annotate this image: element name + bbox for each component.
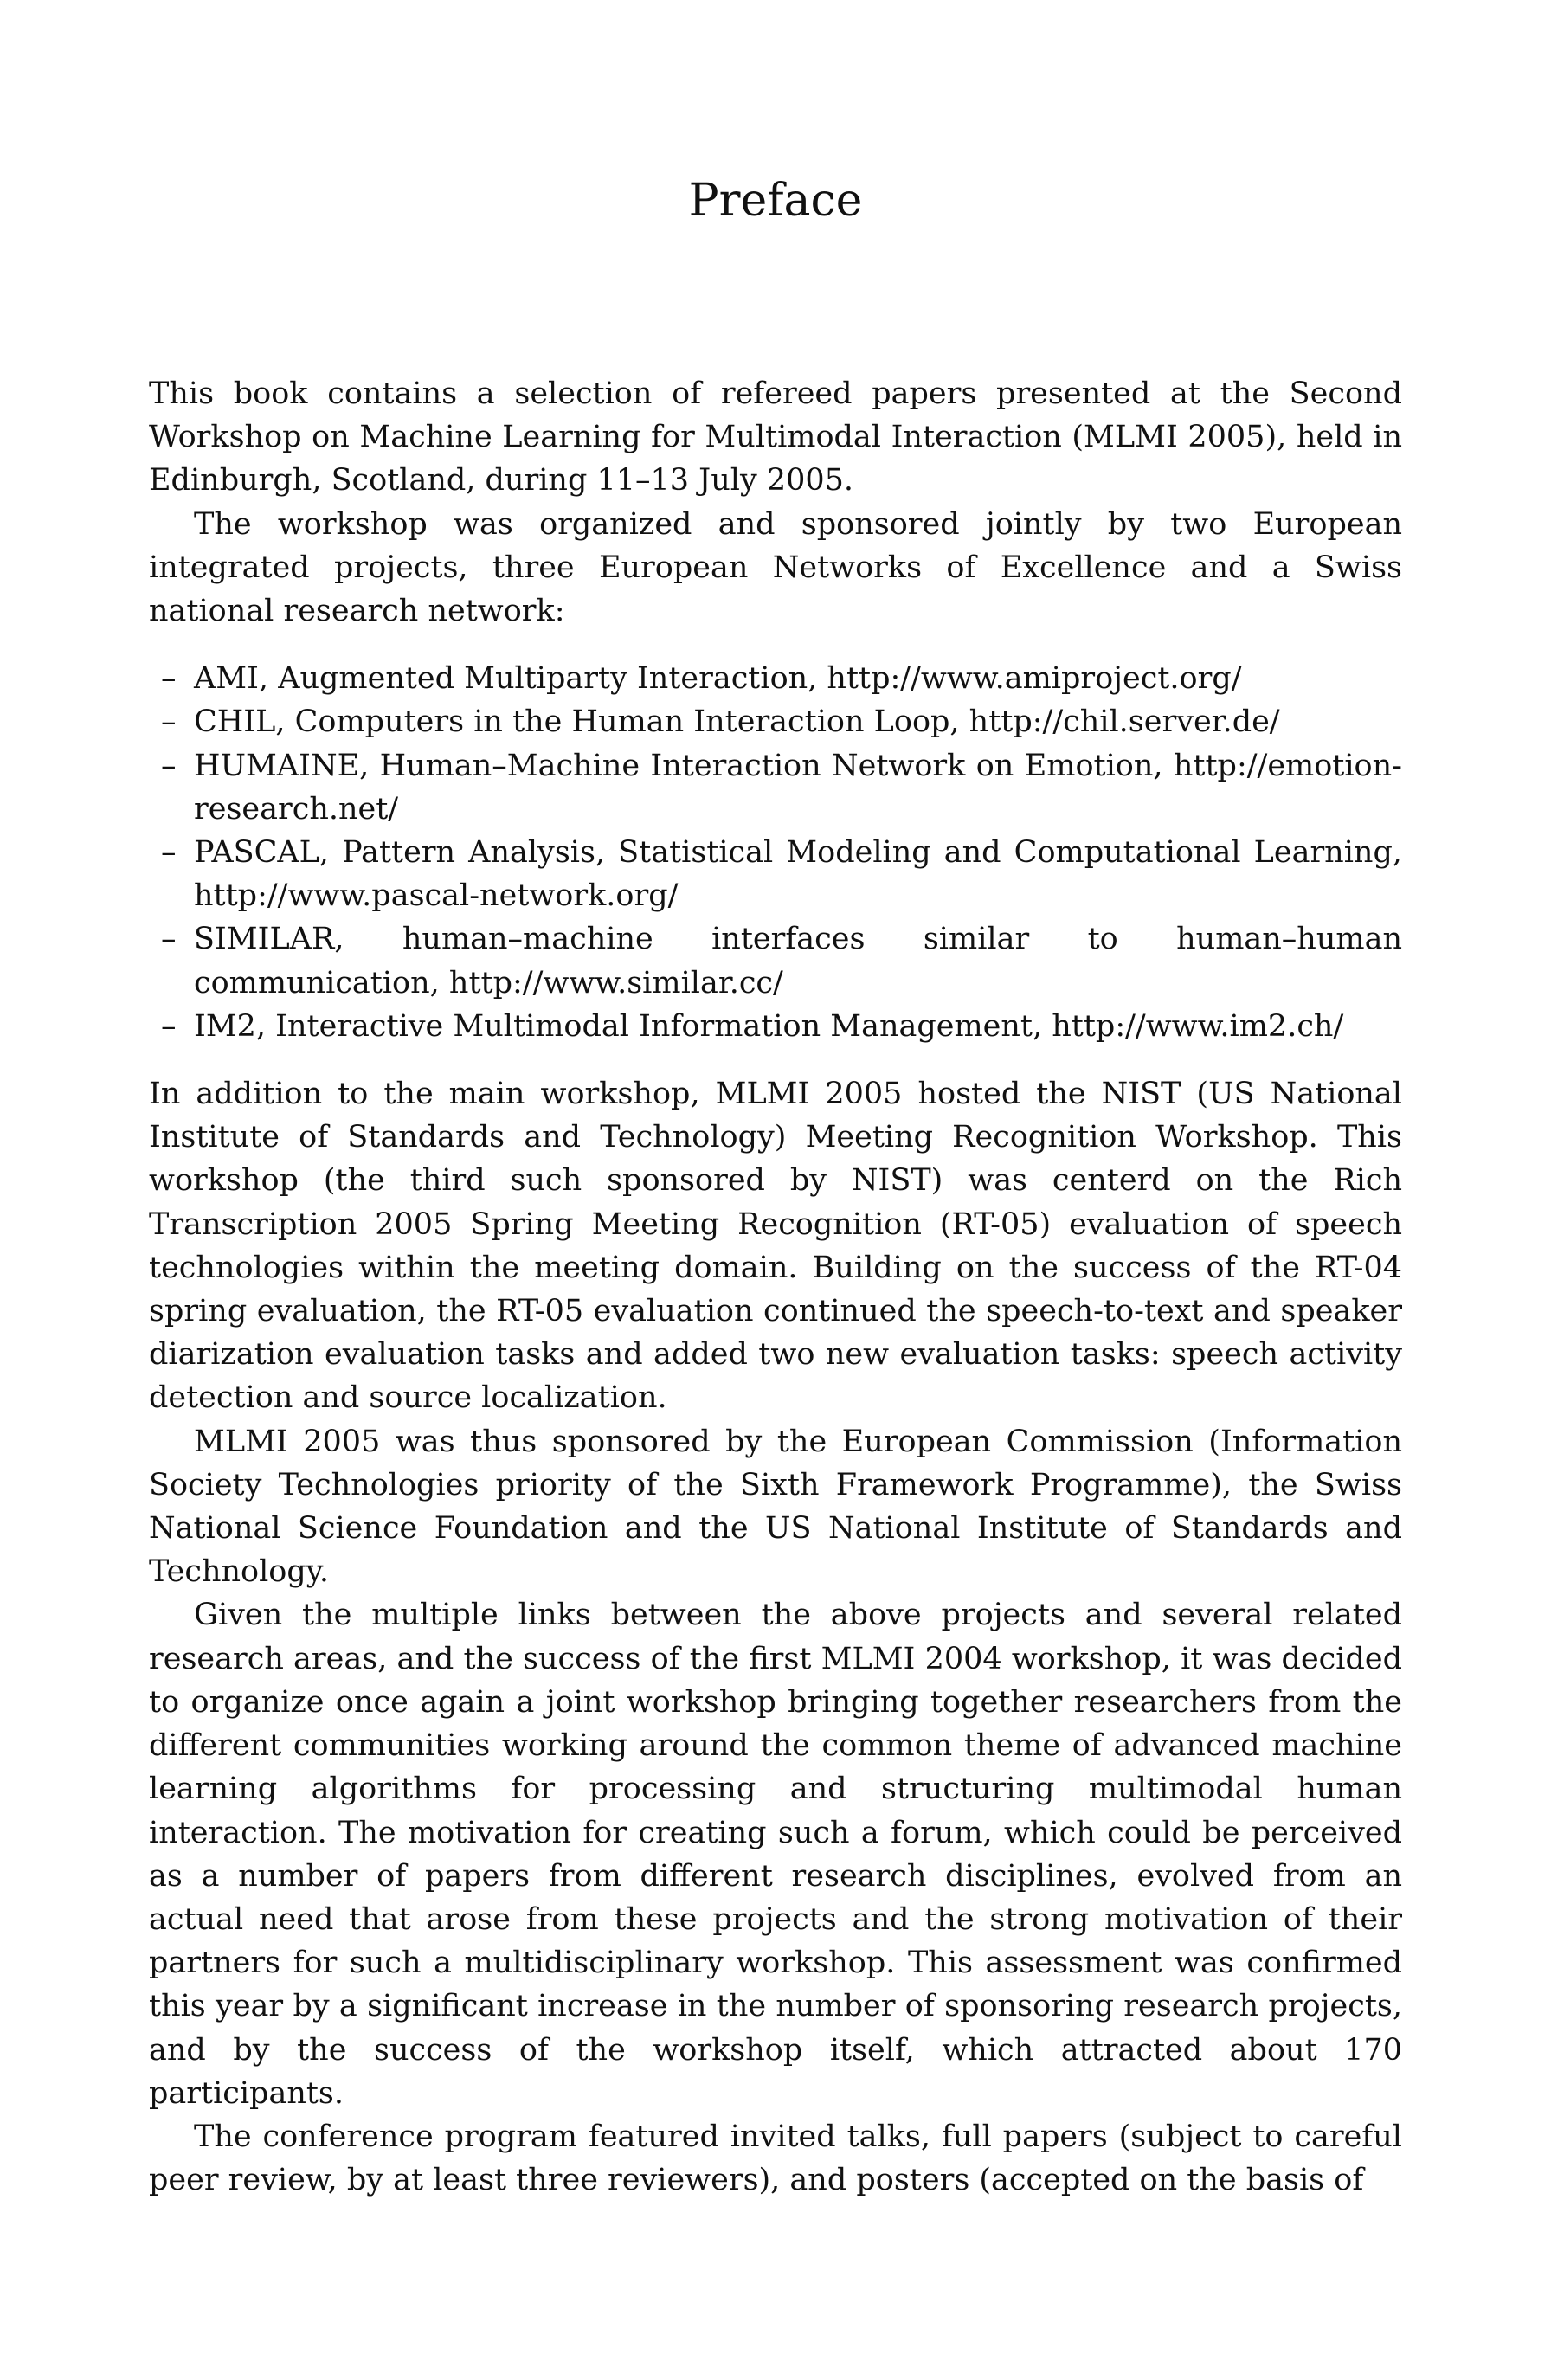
paragraph-nist-workshop: In addition to the main workshop, MLMI 2005 hosted the NIST (US National Institute of Standards and Technology) Meeting Recognition Workshop. This workshop (the third such sponsored by NIST) was centerd on the Rich Transcription 2005 Spring Meeting Recognition (RT-05) evaluation of speech technologies within the meeting domain. Building on the success of the RT-04 spring evaluation, the RT-05 evaluation continued the speech-to-text and speaker diarization evaluation tasks and added two new evaluation tasks: speech activity detection and source localization. [149,1077,1402,1416]
list-dash: – [161,835,177,871]
list-dash: – [161,661,177,697]
list-item [149,1005,1402,1048]
paragraph-organizers: The workshop was organized and sponsored jointly by two European integrated projects, three European Networks of Excellence and a Swiss national research network: [149,506,1402,629]
list-item [149,657,1402,700]
page-title: Preface [688,175,863,227]
list-dash: – [161,922,177,957]
list-item [149,744,1402,831]
list-item-text: SIMILAR, human–machine interfaces similar to human–human communication, http://www.similar.cc/ [194,922,1402,1000]
paragraph-program: The conference program featured invited talks, full papers (subject to careful peer review, by at least three reviewers), and posters (accepted on the basis of [149,2119,1402,2198]
list-item-text: PASCAL, Pattern Analysis, Statistical Modeling and Computational Learning, http://www.pascal-network.org/ [194,835,1402,914]
list-item [149,917,1402,1004]
list-item-text: AMI, Augmented Multiparty Interaction, http://www.amiproject.org/ [194,661,1242,697]
list-item-text: CHIL, Computers in the Human Interaction Loop, http://chil.server.de/ [194,704,1280,740]
list-dash: – [161,704,177,740]
project-list [149,657,1402,1048]
paragraph-motivation: Given the multiple links between the above projects and several related research areas, and the success of the first MLMI 2004 workshop, it was decided to organize once again a joint workshop bringing together researchers from the different communities working around the common theme of advanced machine learning algorithms for processing and structuring multimodal human interaction. The motivation for creating such a forum, which could be perceived as a number of papers from different research disciplines, evolved from an actual need that arose from these projects and the strong motivation of their partners for such a multidisciplinary workshop. This assessment was confirmed this year by a significant increase in the number of sponsoring research projects, and by the success of the workshop itself, which attracted about 170 participants. [149,1598,1402,2111]
paragraph-sponsors: MLMI 2005 was thus sponsored by the European Commission (Information Society Technologies priority of the Sixth Framework Programme), the Swiss National Science Foundation and the US National Institute of Standards and Technology. [149,1424,1402,1590]
paragraph-intro: This book contains a selection of refereed papers presented at the Second Workshop on Machine Learning for Multimodal Interaction (MLMI 2005), held in Edinburgh, Scotland, during 11–13 July 2005. [149,376,1402,499]
list-dash: – [161,748,177,783]
list-item [149,700,1402,743]
list-dash: – [161,1008,177,1044]
preface-body [149,372,1402,2202]
list-item-text: IM2, Interactive Multimodal Information Management, http://www.im2.ch/ [194,1008,1344,1044]
list-item [149,831,1402,917]
list-item-text: HUMAINE, Human–Machine Interaction Network on Emotion, http://emotion-research.net/ [194,748,1402,827]
